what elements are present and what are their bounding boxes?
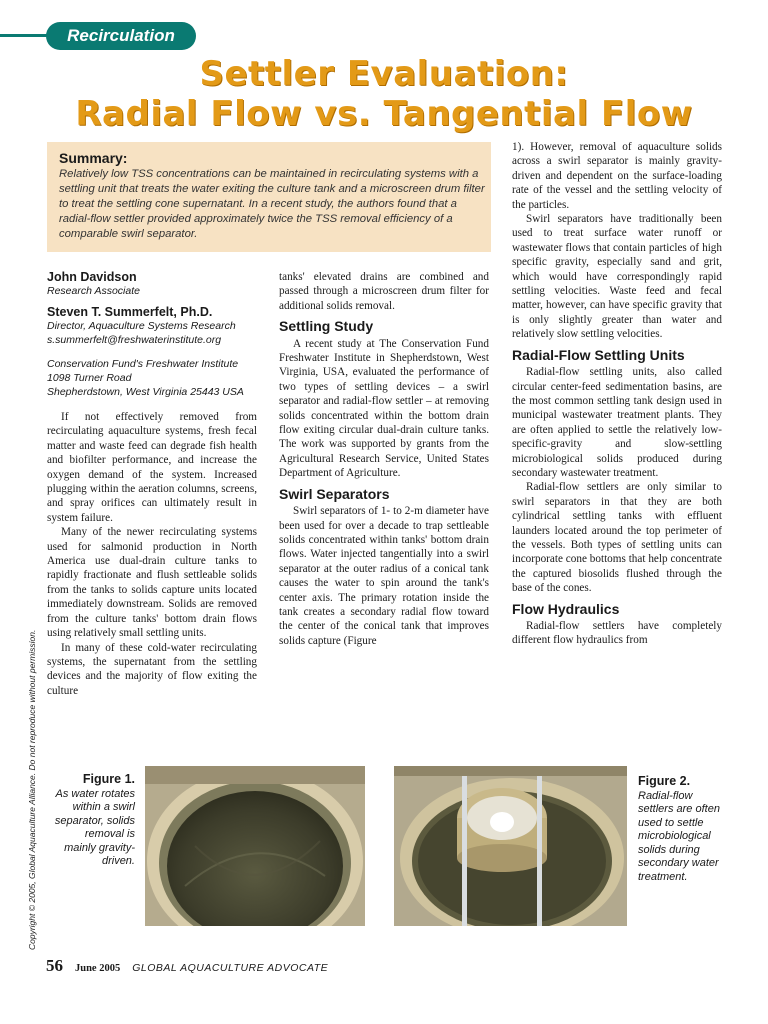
article-title — [40, 54, 728, 134]
figure-1-label: Figure 1. — [82, 772, 135, 786]
issue-date: June 2005 — [75, 963, 121, 974]
heading-swirl-separators: Swirl Separators — [279, 485, 390, 502]
figure-2-photo — [394, 766, 627, 926]
figure-1-text: As water rotates within a swirl separator, solids removal is mainly gravity-driven. — [54, 787, 135, 867]
heading-radial-flow: Radial-Flow Settling Units — [512, 346, 685, 363]
column-1 — [47, 410, 257, 698]
author-email: s.summerfelt@freshwaterinstitute.org — [47, 334, 222, 346]
paragraph: Many of the newer recirculating systems used for salmonid production in North America use dual-drain culture tanks to rapidly fractionate and flush settleable solids from the tanks to solids capture units located immediately downstream. Solids are removed from the culture tanks' bottom drain flows using relatively small settling units. — [47, 526, 257, 640]
paragraph: Radial-flow settlers are only similar to swirl separators in that they are both cylindrical settling tanks with effluent launders located around the top perimeter of the vessels. Both types of settling units can incorporate cone bottoms that help concentrate the captured biosolids flushed through the base of the cones. — [512, 481, 722, 595]
page-number: 56 — [46, 956, 63, 975]
paragraph: In many of these cold-water recirculating systems, the supernatant from the settling devices and the majority of flow exiting the culture — [47, 641, 257, 697]
summary-heading: Summary: — [59, 150, 128, 166]
copyright-notice: Copyright © 2005, Global Aquaculture Alliance. Do not reproduce without permission. — [27, 629, 37, 950]
paragraph: A recent study at The Conservation Fund Freshwater Institute in Shepherdstown, West Virginia, USA, evaluated the performance of two types of settling devices – a swirl separator and radial-flow settler – at removing solids concentrated within the bottom drain flow exiting circular dual-drain culture tanks. The work was supported by grants from the Agricultural Research Service, United States Department of Agriculture. — [279, 337, 489, 480]
author-name: John Davidson — [47, 270, 137, 284]
figure-1-caption — [52, 773, 135, 869]
author-block — [47, 270, 267, 399]
magazine-name: GLOBAL AQUACULTURE ADVOCATE — [132, 962, 329, 974]
paragraph: Swirl separators have traditionally been used to treat surface water runoff or wastewater flows that contain particles of high specific gravity, especially sand and grit, which would have correspondingly rapid settling velocities. Waste feed and fecal matter, however, can have specific gravity that is only slightly greater than water and relatively slow settling velocities. — [512, 213, 722, 341]
footer — [46, 956, 328, 976]
column-3 — [512, 140, 722, 648]
swirl-separator-image — [145, 766, 365, 926]
title-line-2: Radial Flow vs. Tangential Flow — [75, 94, 693, 134]
column-2 — [279, 270, 489, 648]
title-line-1: Settler Evaluation: — [199, 54, 569, 94]
heading-flow-hydraulics: Flow Hydraulics — [512, 600, 620, 617]
figure-2-text: Radial-flow settlers are often used to settle microbiological solids during secondary water treatment. — [638, 789, 720, 883]
figure-2-caption — [638, 775, 723, 884]
paragraph: tanks' elevated drains are combined and passed through a microscreen drum filter for additional solids removal. — [279, 271, 489, 312]
author-title: Director, Aquaculture Systems Research — [47, 320, 236, 332]
paragraph: 1). However, removal of aquaculture solids across a swirl separator is mainly gravity-driven and dependent on the surface-loading rate of the vessel and the settling velocity of the particles. — [512, 141, 722, 211]
author-title: Research Associate — [47, 285, 140, 297]
affiliation-line: 1098 Turner Road — [47, 372, 132, 384]
summary-text: Relatively low TSS concentrations can be maintained in recirculating systems with a settling unit that treats the water exiting the culture tank and a microscreen drum filter to treat the settling cone supernatant. In a recent study, the authors found that a radial-flow settler provided approximately twice the TSS removal efficiency of a comparable swirl separator. — [59, 168, 485, 240]
paragraph: If not effectively removed from recirculating aquaculture systems, fresh fecal matter and waste feed can degrade fish health and biofilter performance, and increase the oxygen demand of the system. Increased plugging within the aeration columns, screens, and spray orifices can ultimately result in system failure. — [47, 411, 257, 524]
affiliation-line: Shepherdstown, West Virginia 25443 USA — [47, 386, 244, 398]
paragraph: Swirl separators of 1- to 2-m diameter have been used for over a decade to trap settleable solids concentrated within tanks' bottom drain flows. Water injected tangentially into a swirl separator at the outer radius of a conical tank causes the water to spin around the tank's center axis. The primary rotation inside the tank creates a secondary radial flow toward the center of the conical tank that improves solids capture (Figure — [279, 505, 489, 647]
paragraph: Radial-flow settlers have completely different flow hydraulics from — [512, 620, 722, 647]
affiliation-line: Conservation Fund's Freshwater Institute — [47, 358, 239, 370]
figure-2-label: Figure 2. — [638, 774, 691, 788]
summary-box — [47, 142, 491, 252]
radial-flow-settler-image — [394, 766, 627, 926]
heading-settling-study: Settling Study — [279, 318, 374, 335]
paragraph: Radial-flow settling units, also called circular center-feed sedimentation basins, are the most common settling tank design used in municipal wastewater treatment plants. They are often applied to settle the relatively low-specific-gravity and slow-settling microbiological solids produced during secondary wastewater treatment. — [512, 366, 722, 479]
author-name: Steven T. Summerfelt, Ph.D. — [47, 305, 213, 319]
figure-1-photo — [145, 766, 365, 926]
section-tag: Recirculation — [46, 22, 196, 50]
